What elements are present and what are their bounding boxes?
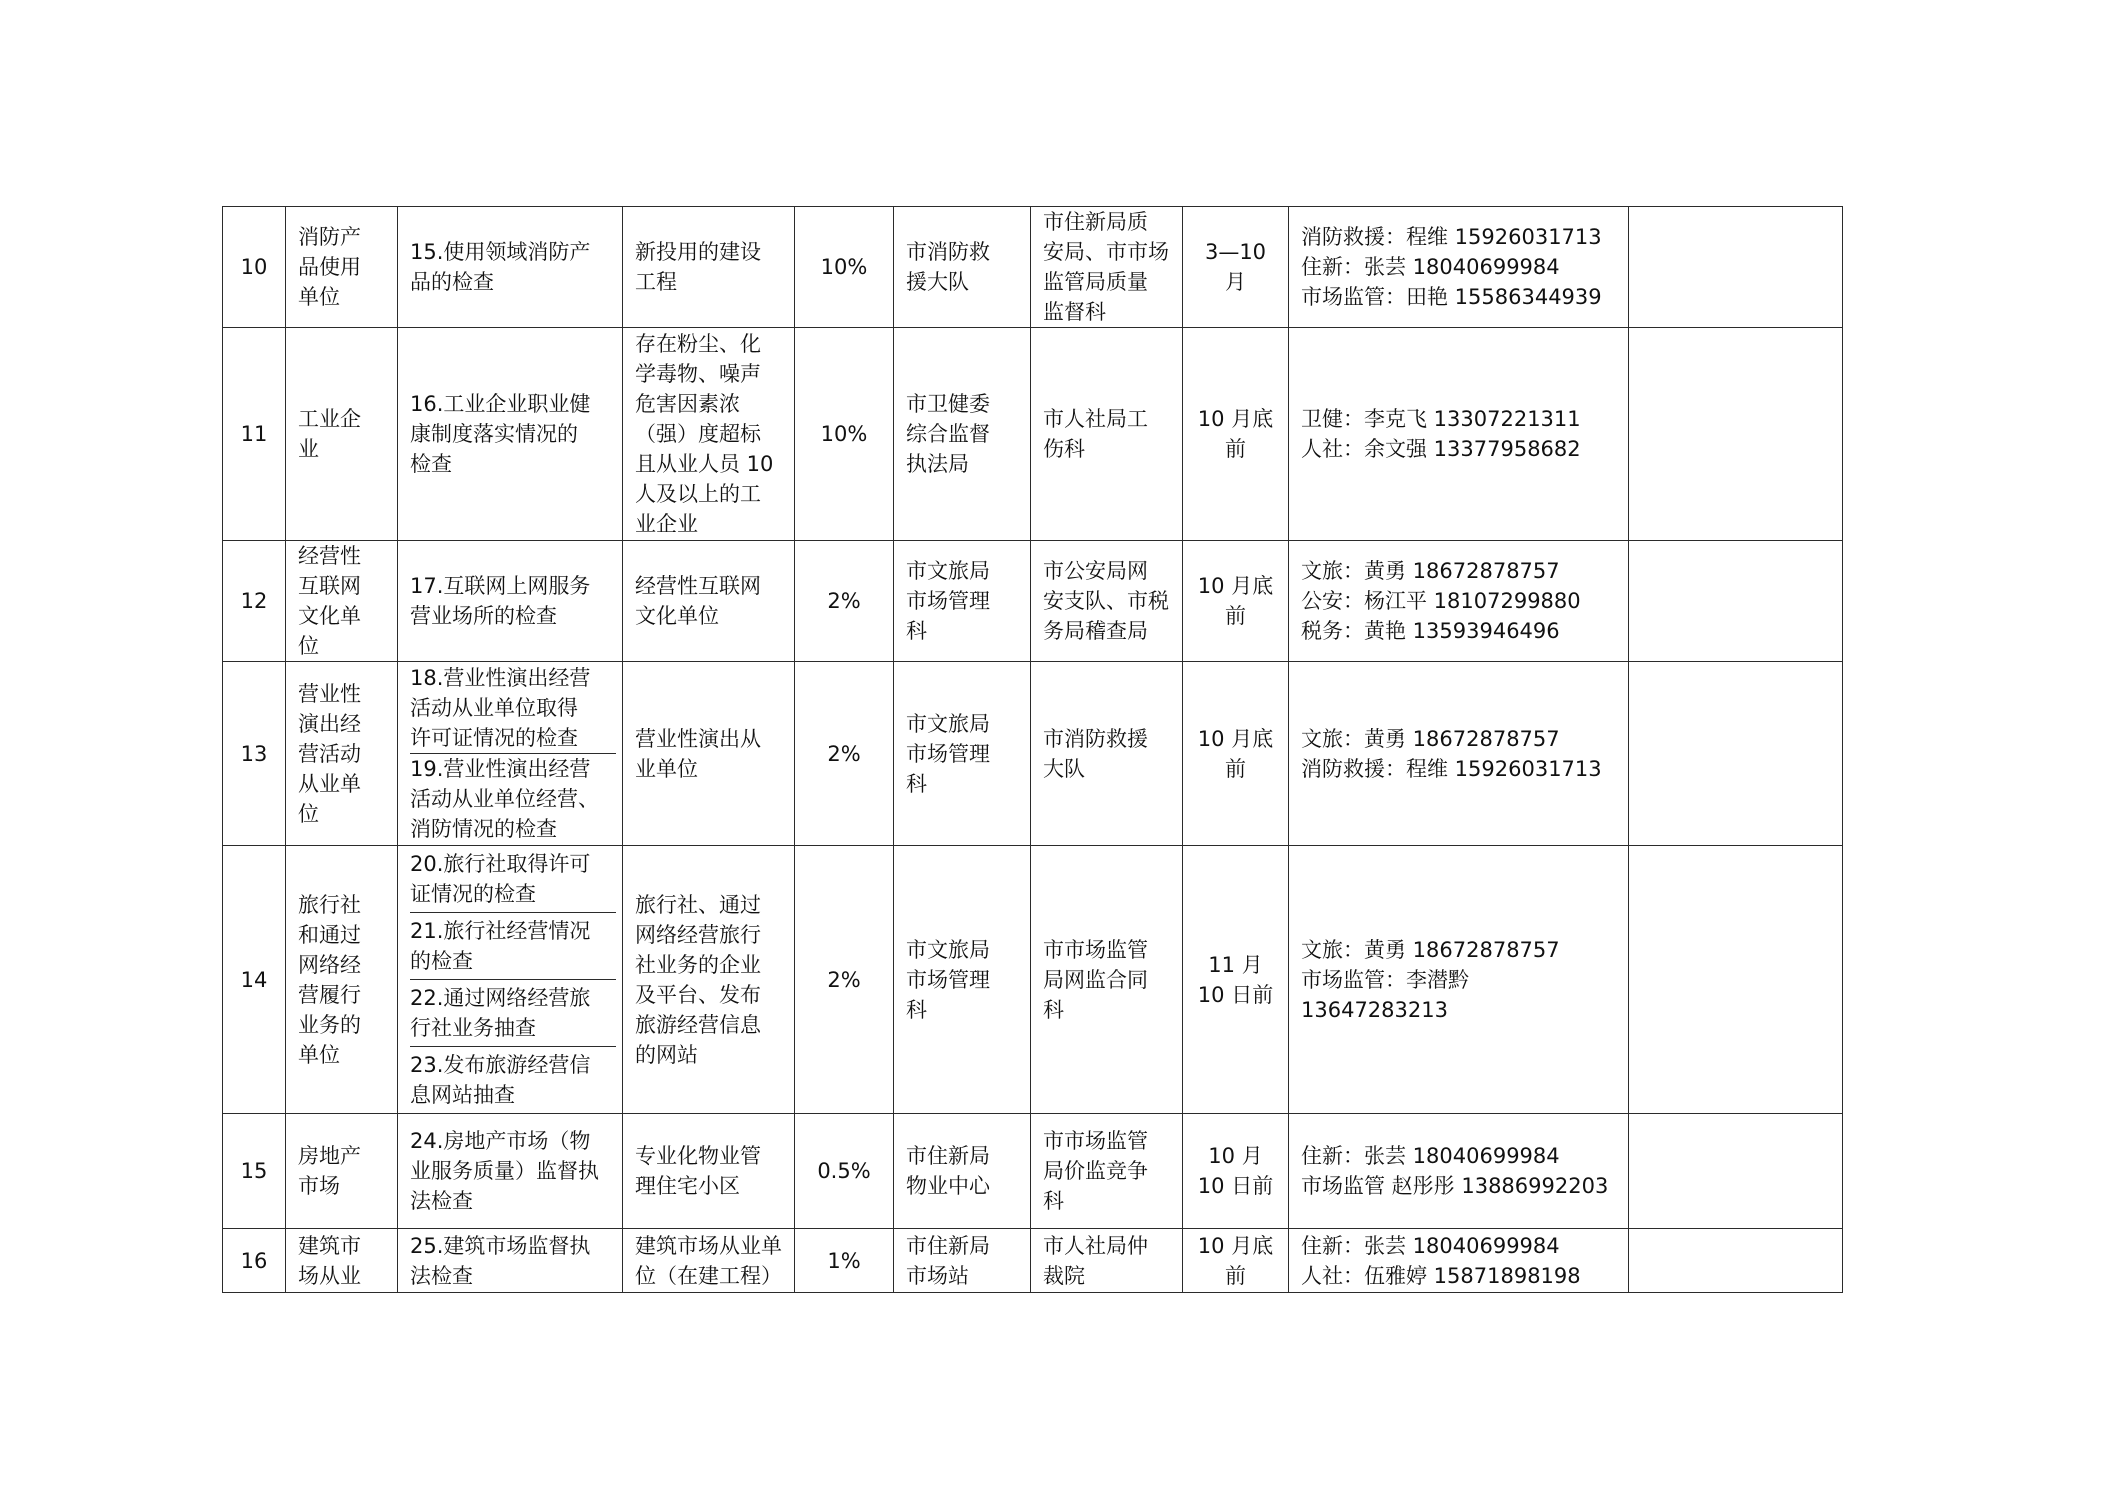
target-cell: 建筑市场从业单 位（在建工程） <box>623 1229 795 1293</box>
time-cell: 10 月 10 日前 <box>1183 1114 1289 1229</box>
contact-cell: 文旅：黄勇 18672878757 消防救援：程维 15926031713 <box>1289 662 1629 846</box>
remark-cell <box>1629 662 1843 846</box>
cooperate-dept-cell: 市市场监管 局价监竞争 科 <box>1031 1114 1183 1229</box>
row-number: 10 <box>223 207 286 328</box>
contact-cell: 消防救援：程维 15926031713 住新：张芸 18040699984 市场监管：田艳 15586344939 <box>1289 207 1629 328</box>
remark-cell <box>1629 1114 1843 1229</box>
ratio-cell: 10% <box>795 328 894 541</box>
table-row <box>223 846 1843 1114</box>
time-cell: 10 月底 前 <box>1183 662 1289 846</box>
lead-dept-cell: 市消防救 援大队 <box>894 207 1031 328</box>
remark-cell <box>1629 1229 1843 1293</box>
table-row <box>223 541 1843 662</box>
cooperate-dept-cell: 市住新局质 安局、市市场 监管局质量 监督科 <box>1031 207 1183 328</box>
category-cell: 消防产 品使用 单位 <box>286 207 398 328</box>
row-number: 11 <box>223 328 286 541</box>
inspection-item: 18.营业性演出经营 活动从业单位取得 许可证情况的检查 <box>410 666 591 750</box>
table-row <box>223 328 1843 541</box>
table-row <box>223 1229 1843 1293</box>
row-number: 15 <box>223 1114 286 1229</box>
inspection-item: 23.发布旅游经营信 息网站抽查 <box>410 1046 616 1113</box>
target-cell: 营业性演出从 业单位 <box>623 662 795 846</box>
ratio-cell: 2% <box>795 541 894 662</box>
remark-cell <box>1629 846 1843 1114</box>
inspection-plan-table <box>222 206 1843 1293</box>
remark-cell <box>1629 541 1843 662</box>
inspection-item: 22.通过网络经营旅 行社业务抽查 <box>410 979 616 1046</box>
inspection-item-cell: 25.建筑市场监督执 法检查 <box>398 1229 623 1293</box>
contact-cell: 住新：张芸 18040699984 人社：伍雅婷 15871898198 <box>1289 1229 1629 1293</box>
inspection-item-cell: 24.房地产市场（物 业服务质量）监督执 法检查 <box>398 1114 623 1229</box>
target-cell: 存在粉尘、化 学毒物、噪声 危害因素浓 （强）度超标 且从业人员 10 人及以上的工 业企业 <box>623 328 795 541</box>
target-cell: 专业化物业管 理住宅小区 <box>623 1114 795 1229</box>
category-cell: 房地产 市场 <box>286 1114 398 1229</box>
ratio-cell: 2% <box>795 846 894 1114</box>
target-cell: 经营性互联网 文化单位 <box>623 541 795 662</box>
contact-cell: 卫健：李克飞 13307221311 人社：余文强 13377958682 <box>1289 328 1629 541</box>
lead-dept-cell: 市住新局 物业中心 <box>894 1114 1031 1229</box>
inspection-item-cell: 16.工业企业职业健 康制度落实情况的 检查 <box>398 328 623 541</box>
row-number: 14 <box>223 846 286 1114</box>
table-row <box>223 207 1843 328</box>
inspection-item-cell <box>398 846 623 1114</box>
lead-dept-cell: 市住新局 市场站 <box>894 1229 1031 1293</box>
cooperate-dept-cell: 市人社局仲 裁院 <box>1031 1229 1183 1293</box>
category-cell: 营业性 演出经 营活动 从业单 位 <box>286 662 398 846</box>
ratio-cell: 10% <box>795 207 894 328</box>
inspection-item: 21.旅行社经营情况 的检查 <box>410 912 616 979</box>
lead-dept-cell: 市文旅局 市场管理 科 <box>894 846 1031 1114</box>
time-cell: 10 月底 前 <box>1183 328 1289 541</box>
inspection-item: 20.旅行社取得许可 证情况的检查 <box>410 852 591 906</box>
target-cell: 旅行社、通过 网络经营旅行 社业务的企业 及平台、发布 旅游经营信息 的网站 <box>623 846 795 1114</box>
inspection-item-cell: 15.使用领域消防产 品的检查 <box>398 207 623 328</box>
contact-cell: 文旅：黄勇 18672878757 公安：杨江平 18107299880 税务：黄艳 13593946496 <box>1289 541 1629 662</box>
ratio-cell: 0.5% <box>795 1114 894 1229</box>
category-cell: 工业企 业 <box>286 328 398 541</box>
contact-cell: 文旅：黄勇 18672878757 市场监管：李潜黔 13647283213 <box>1289 846 1629 1114</box>
ratio-cell: 2% <box>795 662 894 846</box>
time-cell: 10 月底 前 <box>1183 541 1289 662</box>
row-number: 12 <box>223 541 286 662</box>
table-row <box>223 1114 1843 1229</box>
lead-dept-cell: 市文旅局 市场管理 科 <box>894 541 1031 662</box>
table-row <box>223 662 1843 846</box>
contact-cell: 住新：张芸 18040699984 市场监管 赵彤彤 13886992203 <box>1289 1114 1629 1229</box>
cooperate-dept-cell: 市公安局网 安支队、市税 务局稽查局 <box>1031 541 1183 662</box>
inspection-item: 19.营业性演出经营 活动从业单位经营、 消防情况的检查 <box>410 753 616 844</box>
category-cell: 建筑市 场从业 <box>286 1229 398 1293</box>
cooperate-dept-cell: 市消防救援 大队 <box>1031 662 1183 846</box>
remark-cell <box>1629 207 1843 328</box>
target-cell: 新投用的建设 工程 <box>623 207 795 328</box>
time-cell: 11 月 10 日前 <box>1183 846 1289 1114</box>
row-number: 16 <box>223 1229 286 1293</box>
time-cell: 10 月底 前 <box>1183 1229 1289 1293</box>
ratio-cell: 1% <box>795 1229 894 1293</box>
row-number: 13 <box>223 662 286 846</box>
lead-dept-cell: 市卫健委 综合监督 执法局 <box>894 328 1031 541</box>
remark-cell <box>1629 328 1843 541</box>
cooperate-dept-cell: 市人社局工 伤科 <box>1031 328 1183 541</box>
lead-dept-cell: 市文旅局 市场管理 科 <box>894 662 1031 846</box>
inspection-item-cell: 17.互联网上网服务 营业场所的检查 <box>398 541 623 662</box>
cooperate-dept-cell: 市市场监管 局网监合同 科 <box>1031 846 1183 1114</box>
inspection-item-cell <box>398 662 623 846</box>
category-cell: 旅行社 和通过 网络经 营履行 业务的 单位 <box>286 846 398 1114</box>
category-cell: 经营性 互联网 文化单 位 <box>286 541 398 662</box>
time-cell: 3—10 月 <box>1183 207 1289 328</box>
